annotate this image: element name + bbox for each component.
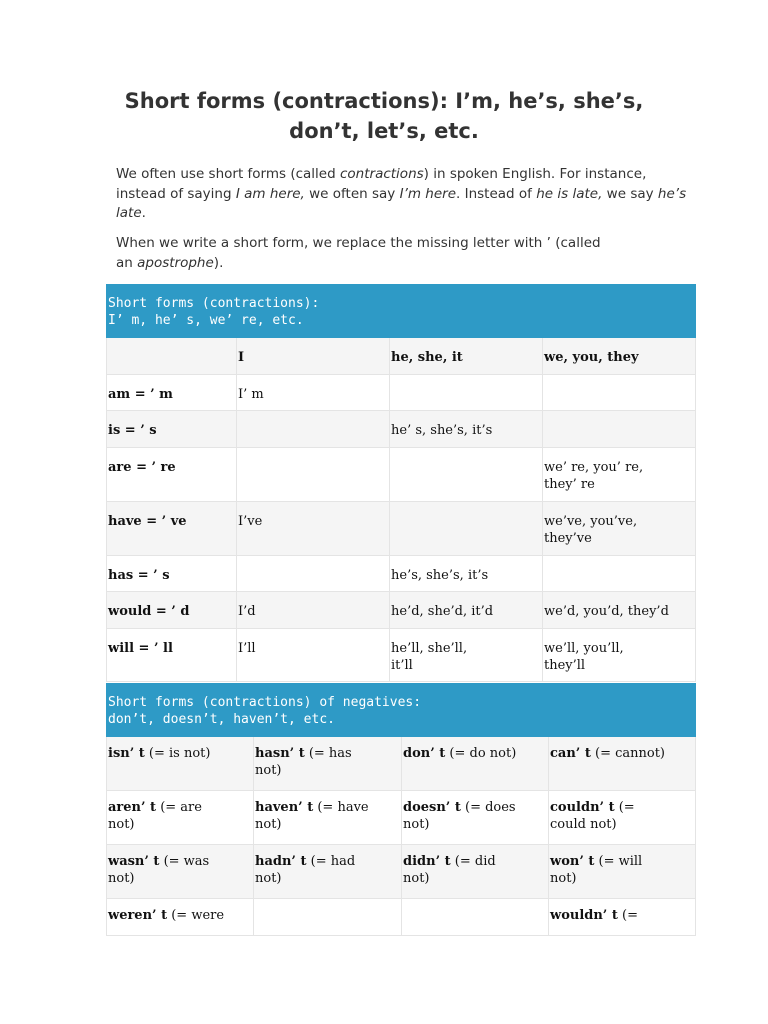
we-cell: we’d, you’d, they’d: [543, 592, 696, 629]
table-row: [107, 629, 696, 682]
negative-cell: [402, 791, 549, 845]
we-cell: [543, 448, 696, 502]
text-run: ) in spoken English. For instance,: [423, 166, 647, 182]
negative-word: wasn’ t: [108, 854, 160, 869]
form-cell: is = ’ s: [107, 411, 237, 448]
column-header-i: I: [237, 338, 390, 375]
negative-gloss-line-2: not): [108, 871, 135, 886]
negative-gloss: (= are: [156, 800, 202, 815]
negative-cell: [402, 845, 549, 899]
negative-gloss-line-2: not): [550, 871, 577, 886]
negatives-table-header: [107, 684, 696, 737]
form-cell: has = ’ s: [107, 556, 237, 592]
i-cell: [237, 448, 390, 502]
table-row: [107, 845, 696, 899]
form-cell: will = ’ ll: [107, 629, 237, 682]
intro-paragraph-1: [116, 165, 687, 224]
negative-word: hasn’ t: [255, 746, 305, 761]
contractions-table-header: [107, 285, 696, 338]
intro-p1-line-2: [116, 185, 687, 205]
negative-gloss-line-2: not): [403, 817, 430, 832]
text-run-italic: he’s: [657, 185, 687, 202]
i-cell: I’d: [237, 592, 390, 629]
we-cell: [543, 375, 696, 411]
negatives-table-header-cell: [107, 684, 696, 737]
negative-gloss: (=: [614, 800, 635, 815]
table-row: [107, 411, 696, 448]
cell-line-1: he’ll, she’ll,: [391, 641, 468, 656]
he-cell: [390, 502, 543, 556]
we-cell: [543, 502, 696, 556]
table-row: [107, 448, 696, 502]
negative-cell: [107, 737, 254, 791]
negative-cell: [254, 737, 402, 791]
negative-cell: [254, 791, 402, 845]
negative-gloss-line-2: not): [108, 817, 135, 832]
negative-cell: [254, 845, 402, 899]
cell-line-1: we’ re, you’ re,: [544, 460, 644, 475]
negative-word: isn’ t: [108, 746, 145, 761]
cell-line-1: we’ve, you’ve,: [544, 514, 638, 529]
negative-word: can’ t: [550, 746, 591, 761]
form-cell: are = ’ re: [107, 448, 237, 502]
we-cell: [543, 556, 696, 592]
negatives-table: [106, 683, 696, 936]
i-cell: I’ m: [237, 375, 390, 411]
negative-cell: [402, 899, 549, 936]
text-run-italic: late: [116, 205, 142, 221]
negative-gloss: (= cannot): [590, 746, 665, 761]
negative-gloss-line-2: not): [255, 817, 282, 832]
he-cell: [390, 375, 543, 411]
column-header-row: [107, 338, 696, 375]
negative-gloss: (= has: [304, 746, 352, 761]
he-cell: he’s, she’s, it’s: [390, 556, 543, 592]
negative-gloss-line-2: not): [255, 763, 282, 778]
intro-p2-line-2: [116, 254, 656, 274]
text-run: . Instead of: [456, 185, 537, 202]
negative-word: weren’ t: [108, 908, 168, 923]
text-run: we often say: [304, 185, 400, 202]
he-cell: he’ s, she’s, it’s: [390, 411, 543, 448]
negative-word: don’ t: [403, 746, 446, 761]
table-row: [107, 556, 696, 592]
negative-cell: [107, 899, 254, 936]
column-header-blank: [107, 338, 237, 375]
negative-cell: [549, 845, 696, 899]
text-run-italic: I’m here: [399, 185, 457, 202]
he-cell: he’d, she’d, it’d: [390, 592, 543, 629]
negative-word: hadn’ t: [255, 854, 307, 869]
negative-word: haven’ t: [255, 800, 314, 815]
table-header-line-2: don’t, doesn’t, haven’t, etc.: [108, 712, 335, 727]
form-cell: would = ’ d: [107, 592, 237, 629]
negative-gloss: (= did: [450, 854, 496, 869]
table-row: [107, 592, 696, 629]
we-cell: [543, 629, 696, 682]
column-header-we-you-they: we, you, they: [543, 338, 696, 375]
negative-cell: [254, 899, 402, 936]
text-run-italic: apostrophe: [137, 254, 214, 271]
negative-gloss: (= have: [313, 800, 369, 815]
negative-word: couldn’ t: [550, 800, 615, 815]
negative-cell: [402, 737, 549, 791]
table-header-line-1: Short forms (contractions):: [108, 296, 320, 311]
text-run: an: [116, 254, 138, 271]
negative-gloss-line-2: not): [255, 871, 282, 886]
negative-cell: [549, 791, 696, 845]
negative-word: doesn’ t: [403, 800, 461, 815]
i-cell: I’ve: [237, 502, 390, 556]
form-cell: have = ’ ve: [107, 502, 237, 556]
table-header-line-1: Short forms (contractions) of negatives:: [108, 695, 422, 710]
page-title-line-1: Short forms (contractions): I’m, he’s, she’s,: [124, 89, 644, 113]
form-cell: am = ’ m: [107, 375, 237, 411]
negative-word: won’ t: [550, 854, 595, 869]
text-run: .: [141, 205, 146, 221]
he-cell: [390, 629, 543, 682]
intro-p1-line-3: [116, 204, 656, 224]
text-run: ).: [213, 254, 224, 271]
table-row: [107, 502, 696, 556]
negative-word: wouldn’ t: [550, 908, 618, 923]
text-run: instead of saying: [116, 185, 236, 202]
intro-p2-line-1: When we write a short form, we replace the missing letter with ’ (called: [116, 235, 601, 251]
table-row: [107, 737, 696, 791]
page-title-line-2: don’t, let’s, etc.: [289, 119, 479, 143]
negative-gloss: (= was: [159, 854, 210, 869]
cell-line-2: they’ll: [544, 658, 586, 673]
cell-line-1: we’ll, you’ll,: [544, 641, 624, 656]
table-header-line-2: I’ m, he’ s, we’ re, etc.: [108, 313, 304, 328]
text-run-italic: I am here,: [235, 185, 305, 202]
table-row: [107, 375, 696, 411]
text-run-italic: contractions: [339, 166, 424, 182]
negative-cell: [107, 791, 254, 845]
negative-gloss: (= will: [594, 854, 643, 869]
negative-word: didn’ t: [403, 854, 451, 869]
cell-line-2: they’ve: [544, 531, 592, 546]
negative-word: aren’ t: [108, 800, 157, 815]
negative-gloss: (= is not): [144, 746, 211, 761]
i-cell: I’ll: [237, 629, 390, 682]
page-title: [100, 86, 668, 146]
negative-gloss: (= were: [167, 908, 225, 923]
intro-p1-line-1: [116, 165, 656, 185]
negative-gloss-line-2: not): [403, 871, 430, 886]
negative-gloss: (= does: [460, 800, 516, 815]
i-cell: [237, 411, 390, 448]
he-cell: [390, 448, 543, 502]
contractions-table: [106, 284, 696, 682]
intro-paragraph-2: [116, 234, 656, 273]
negative-gloss-line-2: could not): [550, 817, 617, 832]
contractions-table-header-cell: [107, 285, 696, 338]
i-cell: [237, 556, 390, 592]
negative-gloss: (= had: [306, 854, 356, 869]
we-cell: [543, 411, 696, 448]
negative-cell: [549, 737, 696, 791]
table-row: [107, 899, 696, 936]
text-run: we say: [602, 185, 658, 202]
negative-gloss: (=: [617, 908, 638, 923]
negative-cell: [549, 899, 696, 936]
text-run: We often use short forms (called: [116, 166, 340, 182]
column-header-he-she-it: he, she, it: [390, 338, 543, 375]
cell-line-2: they’ re: [544, 477, 595, 492]
table-row: [107, 791, 696, 845]
text-run-italic: he is late,: [536, 185, 603, 202]
cell-line-2: it’ll: [391, 658, 413, 673]
negative-cell: [107, 845, 254, 899]
negative-gloss: (= do not): [445, 746, 517, 761]
